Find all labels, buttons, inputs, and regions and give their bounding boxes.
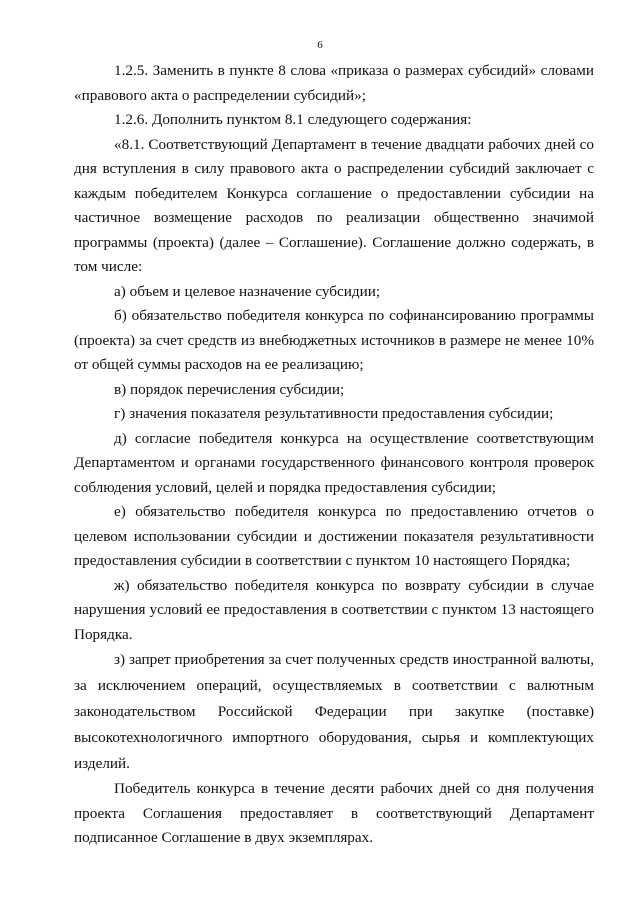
- paragraph-8-1: «8.1. Соответствующий Департамент в течение двадцати рабочих дней со дня вступления в силу правового акта о распределении субсидий заключает с каждым победителем Конкурса соглашение о предоставлении субсидии на частичное возмещение расходов по реализации общественно значимой программы (проекта) (далее – Соглашение). Соглашение должно содержать, в том числе:: [74, 135, 594, 275]
- list-item-zh: ж) обязательство победителя конкурса по возврату субсидии в случае нарушения условий ее предоставления в соответствии с пунктом 13 настоящего Порядка.: [74, 576, 594, 643]
- list-item-d: д) согласие победителя конкурса на осуществление соответствующим Департаментом и органами государственного финансового контроля проверок соблюдения условий, целей и порядка предоставления субсидии;: [74, 429, 594, 496]
- list-item-v: в) порядок перечисления субсидии;: [114, 380, 345, 398]
- list-item-z: з) запрет приобретения за счет полученных средств иностранной валюты, за исключением операций, осуществляемых в соответствии с валютным законодательством Российской Федерации при закупке (поставке) высокотехнологичного импортного оборудования, сырья и комплектующих изделий.: [74, 651, 594, 772]
- paragraph-1-2-6: 1.2.6. Дополнить пунктом 8.1 следующего содержания:: [114, 111, 472, 128]
- paragraph-winner-signing: Победитель конкурса в течение десяти рабочих дней со дня получения проекта Соглашения предоставляет в соответствующий Департамент подписанное Соглашение в двух экземплярах.: [74, 780, 594, 846]
- document-body: [74, 59, 594, 851]
- list-item-a: а) объем и целевое назначение субсидии;: [114, 282, 381, 300]
- list-item-b: б) обязательство победителя конкурса по софинансированию программы (проекта) за счет средств из внебюджетных источников в размере не менее 10% от общей суммы расходов на ее реализацию;: [74, 307, 594, 373]
- list-item-e: е) обязательство победителя конкурса по предоставлению отчетов о целевом использовании субсидии и достижении показателя результативности предоставления субсидии в соответствии с пунктом 10 настоящего Порядка;: [74, 503, 594, 569]
- list-item-g: г) значения показателя результативности предоставления субсидии;: [114, 405, 554, 422]
- paragraph-1-2-5: 1.2.5. Заменить в пункте 8 слова «приказа о размерах субсидий» словами «правового акта о распределении субсидий»;: [74, 62, 594, 104]
- page-number: 6: [317, 39, 323, 51]
